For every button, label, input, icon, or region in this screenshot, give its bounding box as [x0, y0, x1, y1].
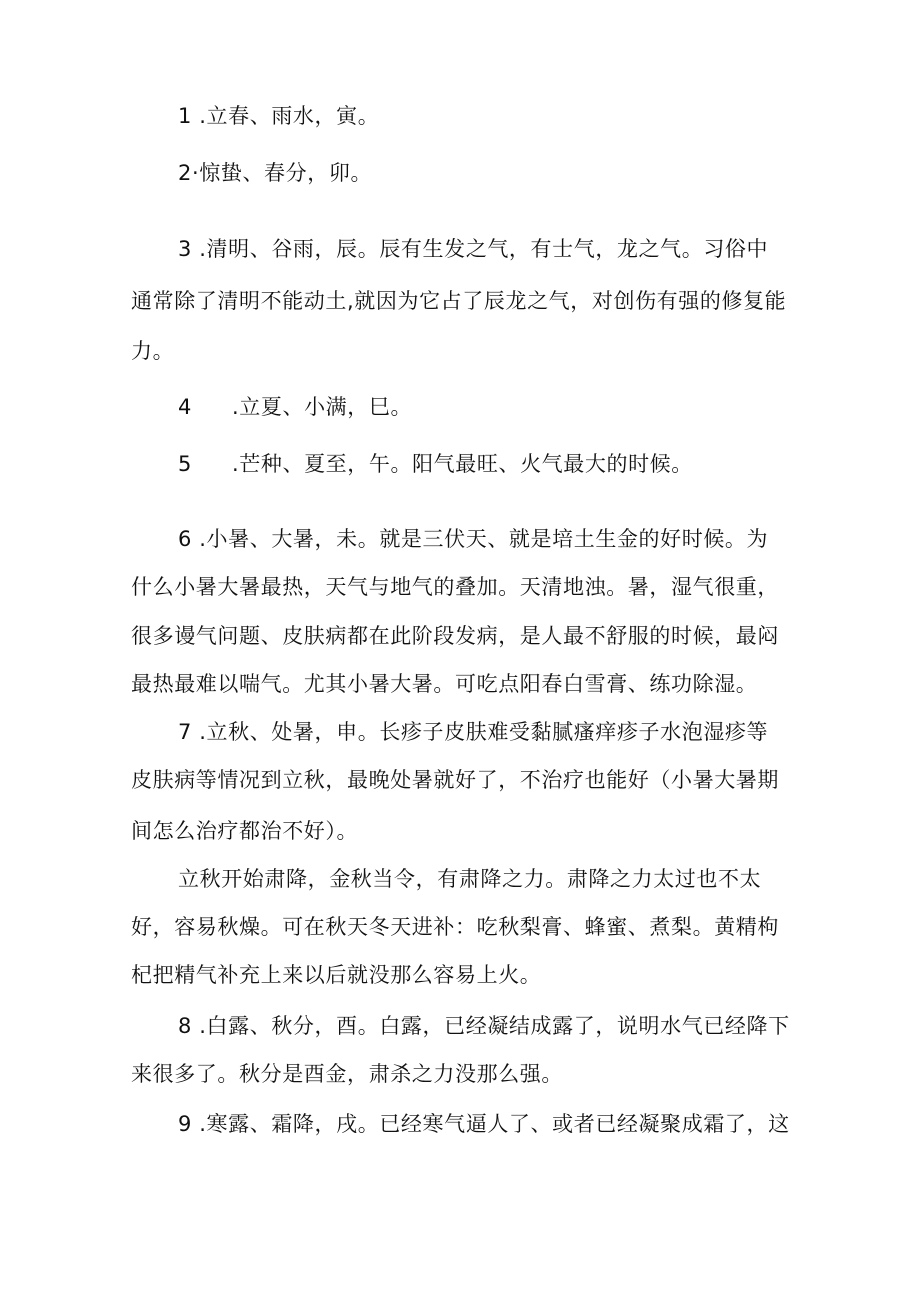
paragraph-line: 力。 [131, 339, 175, 363]
paragraph-line: 杞把精气补充上来以后就没那么容易上火。 [131, 963, 542, 987]
list-item-5 [178, 451, 693, 477]
item-text: .立夏、小满，巳。 [232, 395, 413, 419]
list-item-2 [178, 160, 372, 186]
item-text: .立春、雨水，寅。 [191, 104, 380, 128]
paragraph-line: 好，容易秋燥。可在秋天冬天进补：吃秋梨膏、蜂蜜、煮梨。黄精枸 [131, 915, 779, 939]
paragraph-line: 什么小暑大暑最热，天气与地气的叠加。天清地浊。暑，湿气很重， [131, 575, 779, 599]
item-number: 1 [178, 104, 192, 128]
item-text: .小暑、大暑，未。就是三伏天、就是培土生金的好时候。为 [191, 527, 769, 551]
list-item-7 [178, 719, 768, 745]
paragraph-line: 皮肤病等情况到立秋，最晚处暑就好了，不治疗也能好（小暑大暑期 [131, 768, 779, 792]
list-item-8 [178, 1013, 790, 1039]
item-text: .白露、秋分，酉。白露，已经凝结成露了，说明水气已经降下 [191, 1014, 790, 1038]
paragraph-line: 间怎么治疗都治不好）。 [131, 819, 359, 843]
item-text: .清明、谷雨，辰。辰有生发之气，有士气，龙之气。习俗中 [191, 237, 769, 261]
paragraph-line: 立秋开始肃降，金秋当令，有肃降之力。肃降之力太过也不太 [178, 867, 762, 891]
item-number: 9 [178, 1112, 192, 1136]
paragraph-line: 通常除了清明不能动土,就因为它占了辰龙之气，对创伤有强的修复能 [131, 289, 787, 313]
item-text: .芒种、夏至，午。阳气最旺、火气最大的时候。 [232, 452, 693, 476]
paragraph-line: 很多谩气问题、皮肤病都在此阶段发病，是人最不舒服的时候，最闷 [131, 624, 779, 648]
paragraph-line: 来很多了。秋分是酉金，肃杀之力没那么强。 [131, 1062, 563, 1086]
list-item-3 [178, 236, 768, 262]
list-item-6 [178, 526, 768, 552]
paragraph-line: 最热最难以喘气。尤其小暑大暑。可吃点阳春白雪膏、练功除湿。 [131, 672, 758, 696]
item-number: 8 [178, 1014, 192, 1038]
item-number: 4 [178, 395, 192, 419]
item-number: 3 [178, 237, 192, 261]
list-item-1 [178, 103, 379, 129]
item-number: 6 [178, 527, 192, 551]
item-text: .立秋、处暑，申。长疹子皮肤难受黏腻瘙痒疹子水泡湿疹等 [191, 720, 769, 744]
item-number: 7 [178, 720, 192, 744]
item-text: ·惊蛰、春分，卯。 [191, 161, 373, 185]
item-number: 5 [178, 452, 192, 476]
item-number: 2 [178, 161, 192, 185]
list-item-9 [178, 1111, 790, 1137]
list-item-4 [178, 394, 412, 420]
item-text: .寒露、霜降，戌。已经寒气逼人了、或者已经凝聚成霜了，这 [191, 1112, 790, 1136]
